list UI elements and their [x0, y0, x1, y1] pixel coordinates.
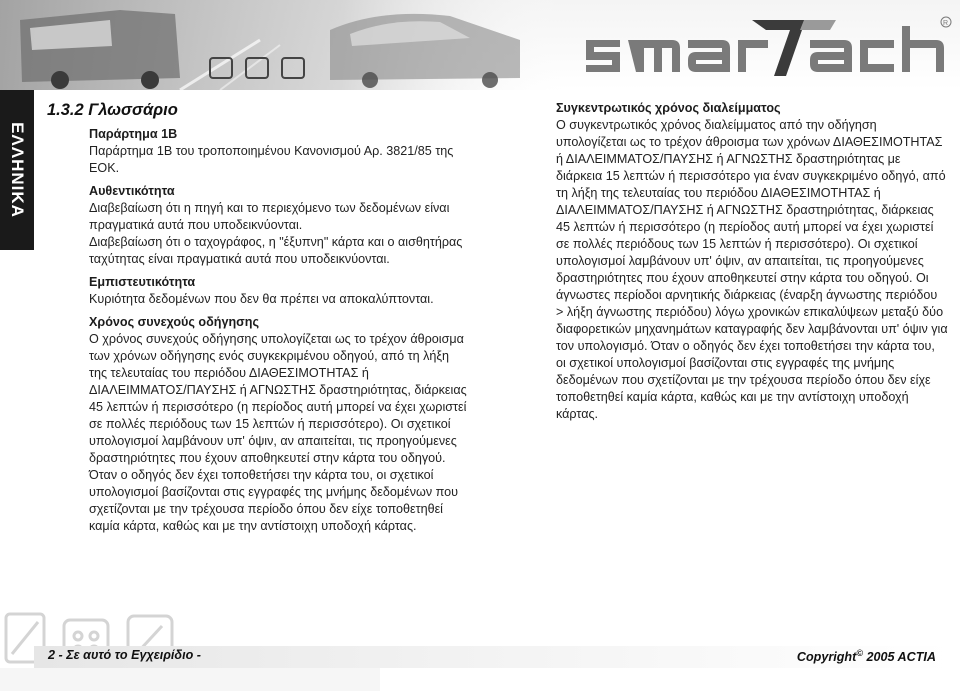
- glossary-term: Αυθεντικότητα: [89, 184, 175, 198]
- definition-text: Διαβεβαίωση ότι η πηγή και το περιεχόμενο των δεδομένων είναι πραγματικά αυτά που υποδεικνύονται.: [89, 201, 450, 232]
- definition-text: Παράρτημα 1Β του τροποποιημένου Κανονισμού Αρ. 3821/85 της ΕΟΚ.: [89, 144, 454, 175]
- glossary-definition: [89, 331, 467, 535]
- header-photo-collage: [0, 0, 570, 90]
- glossary-term: Εμπιστευτικότητα: [89, 275, 196, 289]
- language-tab: [0, 90, 34, 250]
- page-header: [0, 0, 960, 90]
- page-number-label: 2 - Σε αυτό το Εγχειρίδιο -: [48, 648, 201, 662]
- glossary-definition: [89, 291, 467, 308]
- glossary-definition: [89, 200, 467, 268]
- definition-text: Διαβεβαίωση ότι ο ταχογράφος, η "έξυπνη" κάρτα και ο αισθητήρας ταχύτητας είναι πραγματικά αυτά που υποδεικνύονται.: [89, 235, 463, 266]
- glossary-entry: [556, 100, 948, 423]
- glossary-term: Χρόνος συνεχούς οδήγησης: [89, 315, 259, 329]
- copyright-prefix: Copyright: [796, 650, 857, 665]
- definition-text: Ο χρόνος συνεχούς οδήγησης υπολογίζεται ως το τρέχον άθροισμα των χρόνων οδήγησης ενός συγκεκριμένου οδηγού, από τη λήξη της τελευταίας του περιόδου ΔΙΑΘΕΣΙΜΟΤΗΤΑΣ ή ΔΙΑΛΕΙΜΜΑΤΟΣ/ΠΑΥΣΗΣ ή ΑΓΝΩΣΤΗΣ δραστηριότητας, διάρκειας 45 λεπτών ή περισσότερο (η περίοδος αυτή μπορεί να έχει χωριστεί σε πολλές περιόδους των 15 λεπτών ή περισσότερο). Οι σχετικοί υπολογισμοί λαμβάνουν υπ' όψιν, αν απαιτείται, τις προηγούμενες δραστηριότητες που έχουν αποθηκευτεί στην κάρτα του οδηγού. Όταν ο οδηγός δεν έχει τοποθετήσει την κάρτα του, οι σχετικοί υπολογισμοί βασίζονται στις εγγραφές της μνήμης δεδομένων που σχετίζονται με την τρέχουσα περίοδο όπου δεν είχε τοποθετηθεί καμία κάρτα, καθώς και με την αντίστοιχη υποδοχή κάρτας.: [89, 332, 467, 533]
- right-column: [556, 100, 948, 429]
- glossary-entry: [47, 274, 467, 308]
- glossary-entry: [47, 126, 467, 177]
- glossary-definition: [89, 143, 467, 177]
- glossary-definition: [556, 117, 948, 423]
- definition-text: Κυριότητα δεδομένων που δεν θα πρέπει να αποκαλύπτονται.: [89, 292, 434, 306]
- glossary-entry: [47, 314, 467, 535]
- glossary-term: Παράρτημα 1Β: [89, 127, 178, 141]
- language-tab-label: ΕΛΛΗΝΙΚΑ: [8, 122, 28, 218]
- copyright-symbol: ©: [856, 648, 863, 658]
- copyright-suffix: 2005 ACTIA: [862, 650, 936, 665]
- definition-text: Ο συγκεντρωτικός χρόνος διαλείμματος από την οδήγηση υπολογίζεται ως το τρέχον άθροισμα των χρόνων ΔΙΑΘΕΣΙΜΟΤΗΤΑΣ ή ΔΙΑΛΕΙΜΜΑΤΟΣ/ΠΑΥΣΗΣ ή ΑΓΝΩΣΤΗΣ δραστηριότητας με διάρκεια 15 λεπτών ή περισσότερο για έναν συγκεκριμένο οδηγό, από τη λήξη της τελευταίας του περιόδου ΔΙΑΘΕΣΙΜΟΤΗΤΑΣ ή ΔΙΑΛΕΙΜΜΑΤΟΣ/ΠΑΥΣΗΣ ή ΑΓΝΩΣΤΗΣ δραστηριότητας, διάρκειας 45 λεπτών ή περισσότερο (η περίοδος αυτή μπορεί να έχει χωριστεί σε πολλές περιόδους των 15 λεπτών ή περισσότερο). Οι σχετικοί υπολογισμοί λαμβάνουν υπ' όψιν, αν απαιτείται, τις προηγούμενες δραστηριότητες που έχουν αποθηκευτεί στην κάρτα του οδηγού. Οι άγνωστες περίοδοι αρνητικής διάρκειας (έναρξη άγνωστης περιόδου > λήξη άγνωστης περιόδου) λόγω χρονικών επικαλύψεων μεταξύ δύο διαφορετικών μηχανημάτων καταγραφής δεν λαμβάνονται υπ' όψιν για τον υπολογισμό. Όταν ο οδηγός δεν έχει τοποθετήσει την κάρτα του, οι σχετικοί υπολογισμοί βασίζονται στις εγγραφές της μνήμης δεδομένων που σχετίζονται με την τρέχουσα περίοδο όπου δεν είχε τοποθετηθεί καμία κάρτα, καθώς και με την αντίστοιχη υποδοχή κάρτας.: [556, 118, 948, 421]
- section-title: 1.3.2 Γλωσσάριο: [47, 101, 178, 119]
- copyright-notice: [797, 648, 936, 664]
- left-column: [47, 100, 467, 541]
- svg-text:R: R: [943, 20, 949, 27]
- glossary-entry: [47, 183, 467, 268]
- smartach-logo: [582, 14, 952, 76]
- glossary-term: Συγκεντρωτικός χρόνος διαλείμματος: [556, 101, 781, 115]
